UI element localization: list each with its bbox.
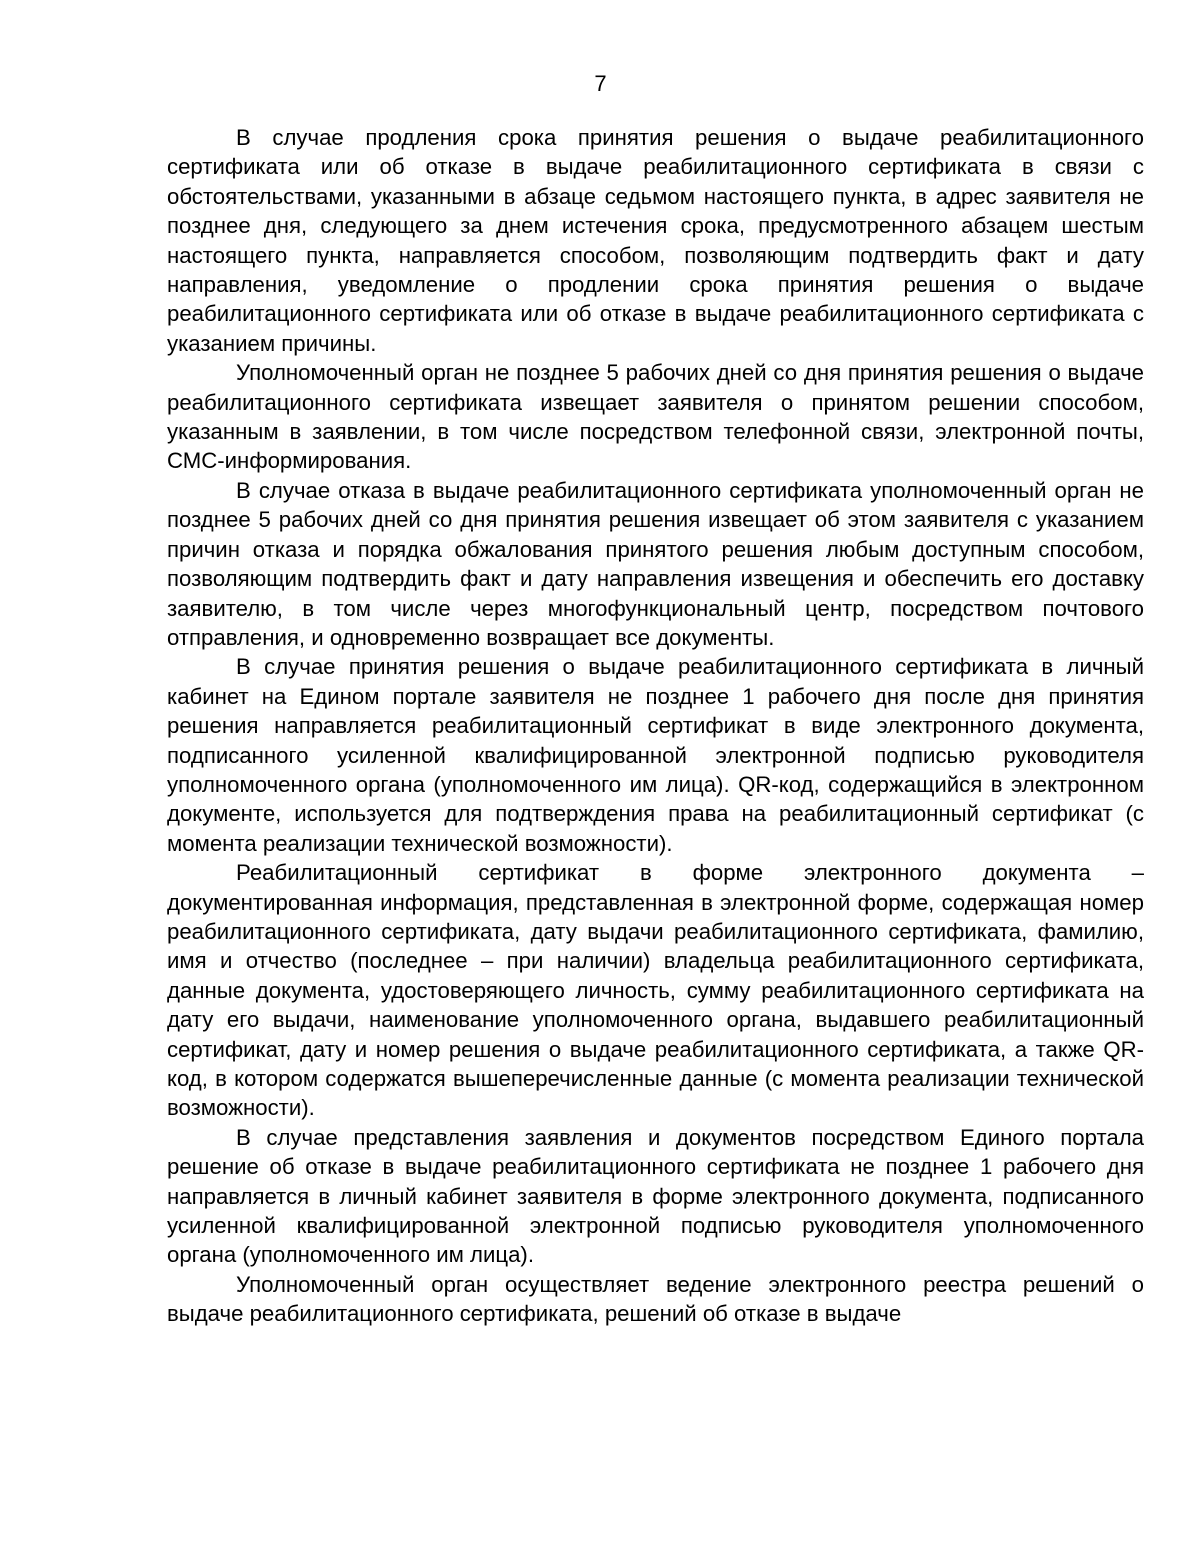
paragraph-electronic-certificate-definition: Реабилитационный сертификат в форме электронного документа – документированная информация, представленная в электронной форме, содержащая номер реабилитационного сертификата, дату выдачи реабилитационного сертификата, фамилию, имя и отчество (последнее – при наличии) владельца реабилитационного сертификата, данные документа, удостоверяющего личность, сумму реабилитационного сертификата на дату его выдачи, наименование уполномоченного органа, выдавшего реабилитационный сертификат, дату и номер решения о выдаче реабилитационного сертификата, а также QR-код, в котором содержатся вышеперечисленные данные (с момента реализации технической возможности). [167,860,1144,1121]
paragraph-portal-refusal: В случае представления заявления и документов посредством Единого портала решение об отказе в выдаче реабилитационного сертификата не позднее 1 рабочего дня направляется в личный кабинет заявителя в форме электронного документа, подписанного усиленной квалифицированной электронной подписью руководителя уполномоченного органа (уполномоченного им лица). [167,1124,1144,1268]
document-body [167,123,1144,1329]
paragraph-registry-maintenance: Уполномоченный орган осуществляет ведение электронного реестра решений о выдаче реабилитационного сертификата, решений об отказе в выдаче [167,1271,1144,1327]
paragraph-extension-notice: В случае продления срока принятия решения о выдаче реабилитационного сертификата или об отказе в выдаче реабилитационного сертификата в связи с обстоятельствами, указанными в абзаце седьмом настоящего пункта, в адрес заявителя не позднее дня, следующего за днем истечения срока, предусмотренного абзацем шестым настоящего пункта, направляется способом, позволяющим подтвердить факт и дату направления, уведомление о продлении срока принятия решения о выдаче реабилитационного сертификата или об отказе в выдаче реабилитационного сертификата с указанием причины. [167,125,1144,356]
paragraph-decision-notification: Уполномоченный орган не позднее 5 рабочих дней со дня принятия решения о выдаче реабилитационного сертификата извещает заявителя о принятом решении способом, указанным в заявлении, в том числе посредством телефонной связи, электронной почты, СМС-информирования. [167,360,1144,474]
paragraph-certificate-issuance: В случае принятия решения о выдаче реабилитационного сертификата в личный кабинет на Едином портале заявителя не позднее 1 рабочего дня после дня принятия решения направляется реабилитационный сертификат в виде электронного документа, подписанного усиленной квалифицированной электронной подписью руководителя уполномоченного органа (уполномоченного им лица). QR-код, содержащийся в электронном документе, используется для подтверждения права на реабилитационный сертификат (с момента реализации технической возможности). [167,654,1144,856]
paragraph-refusal-notification: В случае отказа в выдаче реабилитационного сертификата уполномоченный орган не позднее 5 рабочих дней со дня принятия решения извещает об этом заявителя с указанием причин отказа и порядка обжалования принятого решения любым доступным способом, позволяющим подтвердить факт и дату направления извещения и обеспечить его доставку заявителю, в том числе через многофункциональный центр, посредством почтового отправления, и одновременно возвращает все документы. [167,477,1144,650]
page-number: 7 [594,71,607,96]
